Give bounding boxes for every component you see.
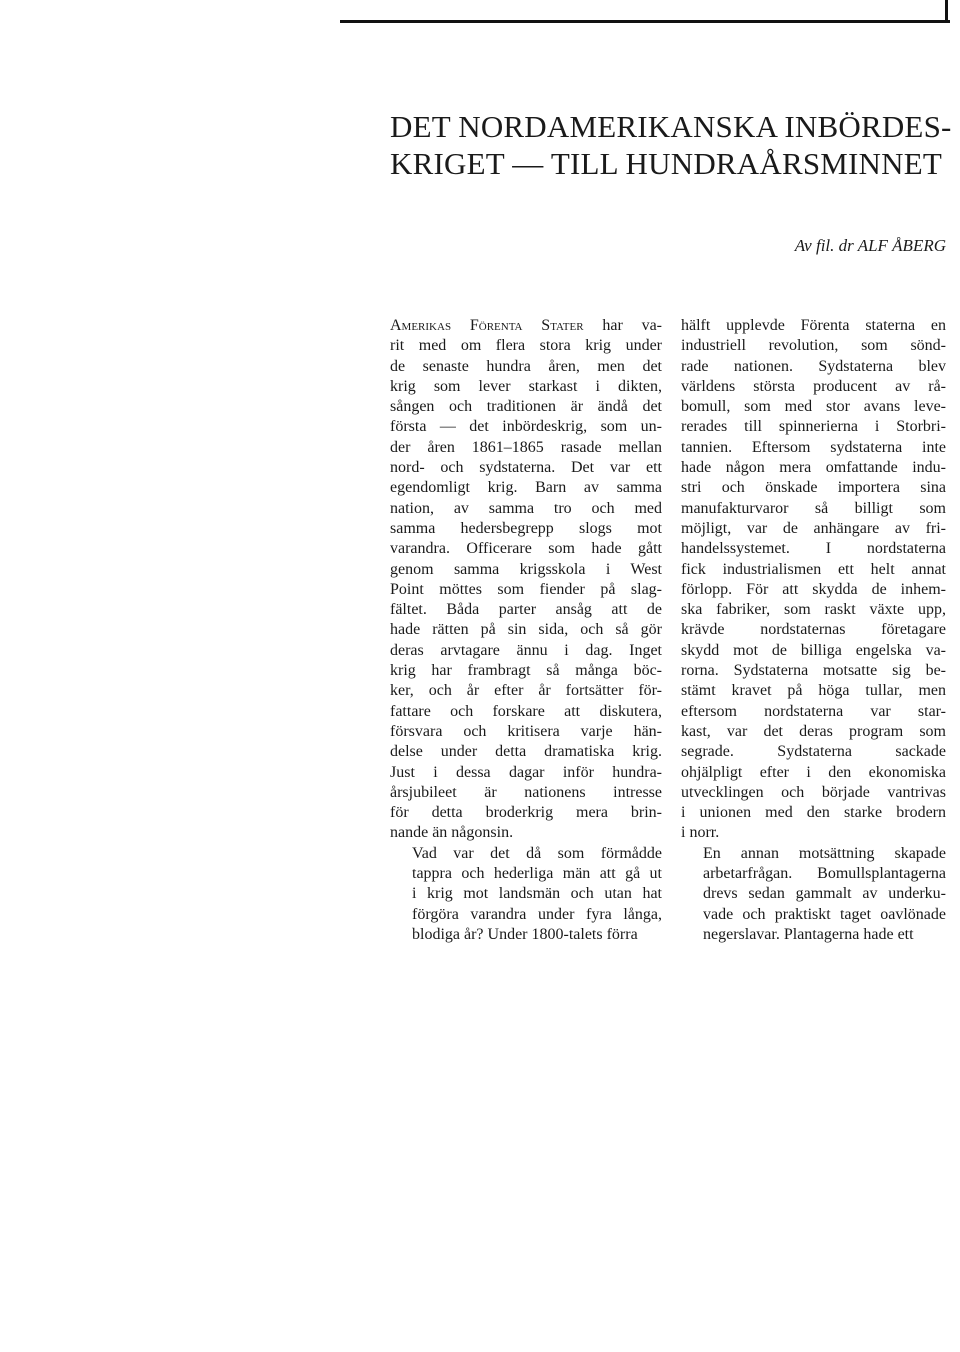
text-line: första — det inbördeskrig, som un- [390,418,662,436]
text-line: krig som lever starkast i dikten, [390,377,662,395]
text-fragment: har va- [583,317,662,334]
text-column-left [390,316,662,945]
text-line: blodiga år? Under 1800-talets förra [412,925,638,943]
text-line: i unionen med den starke brodern [681,804,946,822]
text-line: Vad var det då som förmådde [412,844,662,862]
text-line: förgöra varandra under fyra långa, [412,905,662,923]
text-line: ker, och år efter år fortsätter för- [390,682,662,700]
text-line: nande än någonsin. [390,824,514,842]
text-line: sången och traditionen är ändå det [390,398,662,416]
text-line: världens största producent av rå- [681,377,946,395]
text-line: skydd mot de billiga engelska va- [681,641,946,659]
text-line: tannien. Eftersom sydstaterna inte [681,438,946,456]
text-line: negerslavar. Plantagerna hade ett [703,925,914,943]
paragraph [390,316,662,844]
text-line: nord- och sydstaterna. Det var ett [390,459,662,477]
text-line: hade rätten på sin sida, och så gör [390,621,662,639]
text-line: för detta broderkrig mera brin- [390,804,662,822]
text-line: utvecklingen och började vantrivas [681,783,946,801]
text-line: möjligt, var de anhängare av fri- [681,519,946,537]
text-line: försvara och kritisera varje hän- [390,722,662,740]
text-line: handelssystemet. I nordstaterna [681,540,946,558]
text-line: Point möttes som fiender på slag- [390,580,662,598]
text-line: rorna. Sydstaterna motsatte sig be- [681,662,946,680]
text-line: varandra. Officerare som hade gått [390,540,662,558]
article-author: Av fil. dr ALF ÅBERG [794,236,946,255]
article-title-line-1: DET NORDAMERIKANSKA INBÖRDES- [390,109,952,144]
text-line: årsjubileet är nationens intresse [390,783,662,801]
article-title [390,108,950,182]
text-line: rerades till spinnerierna i Storbri- [681,418,946,436]
text-line: i norr. [681,824,720,842]
text-line: fältet. Båda parter ansåg att de [390,601,662,619]
paragraph [681,316,946,844]
text-line: ska fabriker, som raskt växte upp, [681,601,946,619]
lead-small-caps: Amerikas Förenta Stater [390,317,584,334]
text-line: förlopp. För att skydda de inhem- [681,580,946,598]
text-line: krävde nordstaternas företagare [681,621,946,639]
text-line: rit med om flera stora krig under [390,337,662,355]
text-line [390,316,662,336]
text-line: ohjälpligt efter i den ekonomiska [681,763,946,781]
text-line: fattare och forskare att diskutera, [390,702,662,720]
text-line: de senaste hundra åren, men det [390,357,662,375]
text-line: fick industrialismen ett helt annat [681,560,946,578]
text-line: kast, var det deras program som [681,722,946,740]
text-line: vade och praktiskt taget oavlönade [703,905,946,923]
paragraph [681,844,946,945]
text-line: der åren 1861–1865 rasade mellan [390,438,662,456]
text-line: eftersom nordstaterna var star- [681,702,946,720]
text-line: samma hedersbegrepp slogs mot [390,519,662,537]
text-line: nation, av samma tro och med [390,499,662,517]
text-line: Just i dessa dagar inför hundra- [390,763,662,781]
text-line: hade någon mera omfattande indu- [681,459,946,477]
header-rule-corner [945,0,948,23]
text-line: deras arvtagare ännu i dag. Inget [390,641,662,659]
text-line: stämt kravet på höga tullar, men [681,682,946,700]
text-line: tappra och hederliga män att gå ut [412,865,662,883]
text-line: egendomligt krig. Barn av samma [390,479,662,497]
text-line: arbetarfrågan. Bomullsplantagerna [703,865,946,883]
text-line: hälft upplevde Förenta staterna en [681,317,946,334]
text-line: industriell revolution, som sönd- [681,337,946,355]
paragraph [390,844,662,945]
text-line: En annan motsättning skapade [703,844,946,862]
article-title-line-2: KRIGET — TILL HUNDRAÅRSMINNET [390,146,943,181]
text-line: delse under detta dramatiska krig. [390,743,662,761]
text-line: bomull, som med stor avans leve- [681,398,946,416]
text-line: i krig mot landsmän och utan hat [412,885,662,903]
text-line: genom samma krigsskola i West [390,560,662,578]
text-line: manufakturvaror så billigt som [681,499,946,517]
text-column-right [681,316,946,945]
header-rule [340,20,950,23]
text-line: rade nationen. Sydstaterna blev [681,357,946,375]
text-line: stri och önskade importera sina [681,479,946,497]
text-line: drevs sedan gammalt av underku- [703,885,946,903]
text-line: segrade. Sydstaterna sackade [681,743,946,761]
text-line: krig har frambragt så många böc- [390,662,662,680]
